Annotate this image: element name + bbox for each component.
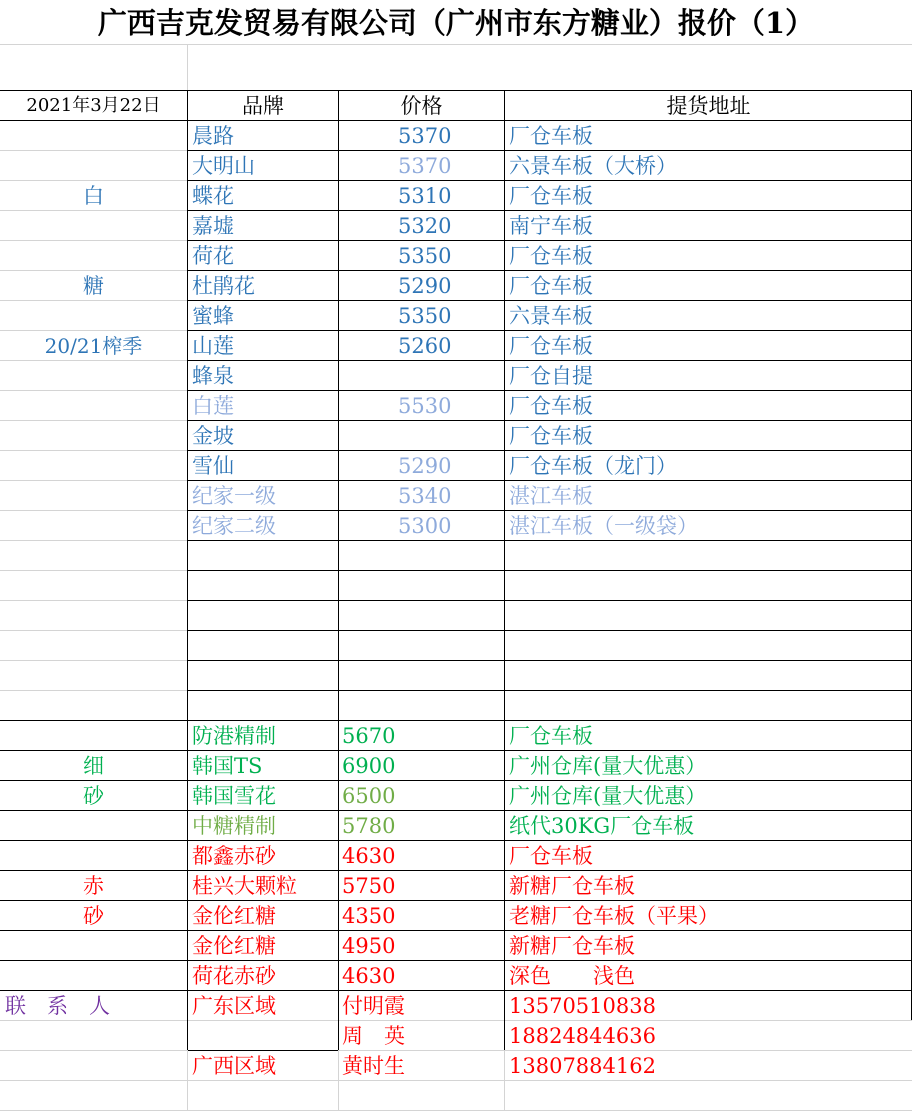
- price-cell[interactable]: 5350: [398, 304, 452, 328]
- contact-name[interactable]: 付明霞: [342, 994, 405, 1018]
- price-cell[interactable]: 5370: [398, 124, 452, 148]
- price-cell[interactable]: 5290: [398, 454, 452, 478]
- address-cell[interactable]: 广州仓库(量大优惠）: [509, 754, 707, 778]
- price-cell[interactable]: 5780: [342, 814, 396, 838]
- grid-line: [338, 90, 339, 1050]
- address-cell[interactable]: 南宁车板: [509, 214, 593, 238]
- header-brand[interactable]: 品牌: [242, 94, 284, 118]
- contact-phone[interactable]: 13807884162: [509, 1054, 656, 1078]
- brand-cell[interactable]: 荷花: [192, 244, 234, 268]
- price-cell[interactable]: 4950: [342, 934, 396, 958]
- address-cell[interactable]: 六景车板（大桥）: [509, 154, 677, 178]
- label-red[interactable]: 赤: [83, 874, 104, 898]
- brand-cell[interactable]: 大明山: [192, 154, 255, 178]
- brand-cell[interactable]: 桂兴大颗粒: [192, 874, 297, 898]
- brand-cell[interactable]: 雪仙: [192, 454, 234, 478]
- brand-cell[interactable]: 防港精制: [192, 724, 276, 748]
- brand-cell[interactable]: 金坡: [192, 424, 234, 448]
- price-cell[interactable]: 5350: [398, 244, 452, 268]
- contact-region[interactable]: 广西区域: [192, 1054, 276, 1078]
- contact-name[interactable]: 黄时生: [342, 1054, 405, 1078]
- address-cell[interactable]: 老糖厂仓车板（平果）: [509, 904, 719, 928]
- brand-cell[interactable]: 都鑫赤砂: [192, 844, 276, 868]
- address-cell[interactable]: 湛江车板: [509, 484, 593, 508]
- brand-cell[interactable]: 杜鹃花: [192, 274, 255, 298]
- page-title: 广西吉克发贸易有限公司（广州市东方糖业）报价（1）: [97, 6, 815, 40]
- address-cell[interactable]: 厂仓车板: [509, 124, 593, 148]
- label-contact[interactable]: 联 系 人: [5, 994, 110, 1018]
- price-cell[interactable]: 5750: [342, 874, 396, 898]
- price-cell[interactable]: 4350: [342, 904, 396, 928]
- grid-line: [187, 90, 188, 1050]
- address-cell[interactable]: 六景车板: [509, 304, 593, 328]
- address-cell[interactable]: 纸代30KG厂仓车板: [509, 814, 695, 838]
- address-cell[interactable]: 深色 浅色: [509, 964, 635, 988]
- address-cell[interactable]: 新糖厂仓车板: [509, 934, 635, 958]
- brand-cell[interactable]: 嘉墟: [192, 214, 234, 238]
- label-fine[interactable]: 细: [83, 754, 104, 778]
- label-sugar[interactable]: 糖: [83, 274, 104, 298]
- header-address[interactable]: 提货地址: [666, 94, 751, 118]
- brand-cell[interactable]: 山莲: [192, 334, 234, 358]
- grid-line: [504, 1050, 505, 1111]
- brand-cell[interactable]: 蜂泉: [192, 364, 234, 388]
- price-cell[interactable]: 5260: [398, 334, 452, 358]
- contact-name[interactable]: 周 英: [342, 1024, 405, 1048]
- address-cell[interactable]: 厂仓车板（龙门）: [509, 454, 677, 478]
- contact-region[interactable]: 广东区域: [192, 994, 276, 1018]
- price-cell[interactable]: 4630: [342, 964, 396, 988]
- label-season[interactable]: 20/21榨季: [44, 334, 143, 358]
- price-cell[interactable]: 5320: [398, 214, 452, 238]
- brand-cell[interactable]: 荷花赤砂: [192, 964, 276, 988]
- address-cell[interactable]: 厂仓车板: [509, 244, 593, 268]
- label-granulated-1[interactable]: 砂: [83, 784, 104, 808]
- brand-cell[interactable]: 蜜蜂: [192, 304, 234, 328]
- brand-cell[interactable]: 白莲: [192, 394, 234, 418]
- grid-line: [188, 660, 912, 661]
- price-cell[interactable]: 5310: [398, 184, 452, 208]
- brand-cell[interactable]: 金伦红糖: [192, 904, 276, 928]
- quote-date[interactable]: 2021年3月22日: [26, 95, 161, 116]
- price-cell[interactable]: [398, 421, 504, 451]
- price-cell[interactable]: 6900: [342, 754, 396, 778]
- contact-phone[interactable]: 18824844636: [509, 1024, 656, 1048]
- brand-cell[interactable]: 蝶花: [192, 184, 234, 208]
- price-cell[interactable]: 5340: [398, 484, 452, 508]
- brand-cell[interactable]: 中糖精制: [192, 814, 276, 838]
- address-cell[interactable]: 厂仓自提: [509, 364, 593, 388]
- address-cell[interactable]: 厂仓车板: [509, 394, 593, 418]
- price-cell[interactable]: [398, 361, 504, 391]
- brand-cell[interactable]: 韩国TS: [192, 754, 263, 778]
- price-cell[interactable]: 5530: [398, 394, 452, 418]
- grid-line: [188, 630, 912, 631]
- brand-cell[interactable]: 金伦红糖: [192, 934, 276, 958]
- label-white[interactable]: 白: [83, 184, 104, 208]
- price-cell[interactable]: 5670: [342, 724, 396, 748]
- address-cell[interactable]: 广州仓库(量大优惠）: [509, 784, 707, 808]
- price-cell[interactable]: 5300: [398, 514, 452, 538]
- brand-cell[interactable]: 晨路: [192, 124, 234, 148]
- address-cell[interactable]: 厂仓车板: [509, 424, 593, 448]
- grid-line: [504, 90, 505, 1050]
- grid-line: [338, 1050, 339, 1111]
- label-granulated-2[interactable]: 砂: [83, 904, 104, 928]
- brand-cell[interactable]: 纪家二级: [192, 514, 276, 538]
- address-cell[interactable]: 厂仓车板: [509, 334, 593, 358]
- address-cell[interactable]: 厂仓车板: [509, 184, 593, 208]
- address-cell[interactable]: 厂仓车板: [509, 844, 593, 868]
- grid-line: [188, 690, 912, 691]
- brand-cell[interactable]: 纪家一级: [192, 484, 276, 508]
- address-cell[interactable]: 厂仓车板: [509, 724, 593, 748]
- address-cell[interactable]: 湛江车板（一级袋）: [509, 514, 698, 538]
- grid-line: [188, 570, 912, 571]
- price-cell[interactable]: 5370: [398, 154, 452, 178]
- price-cell[interactable]: 4630: [342, 844, 396, 868]
- brand-cell[interactable]: 韩国雪花: [192, 784, 276, 808]
- grid-line: [0, 44, 912, 45]
- price-cell[interactable]: 6500: [342, 784, 396, 808]
- contact-phone[interactable]: 13570510838: [509, 994, 656, 1018]
- grid-line: [188, 600, 912, 601]
- contact-region[interactable]: [192, 1021, 338, 1051]
- price-cell[interactable]: 5290: [398, 274, 452, 298]
- header-price[interactable]: 价格: [400, 94, 443, 118]
- address-cell[interactable]: 厂仓车板: [509, 274, 593, 298]
- address-cell[interactable]: 新糖厂仓车板: [509, 874, 635, 898]
